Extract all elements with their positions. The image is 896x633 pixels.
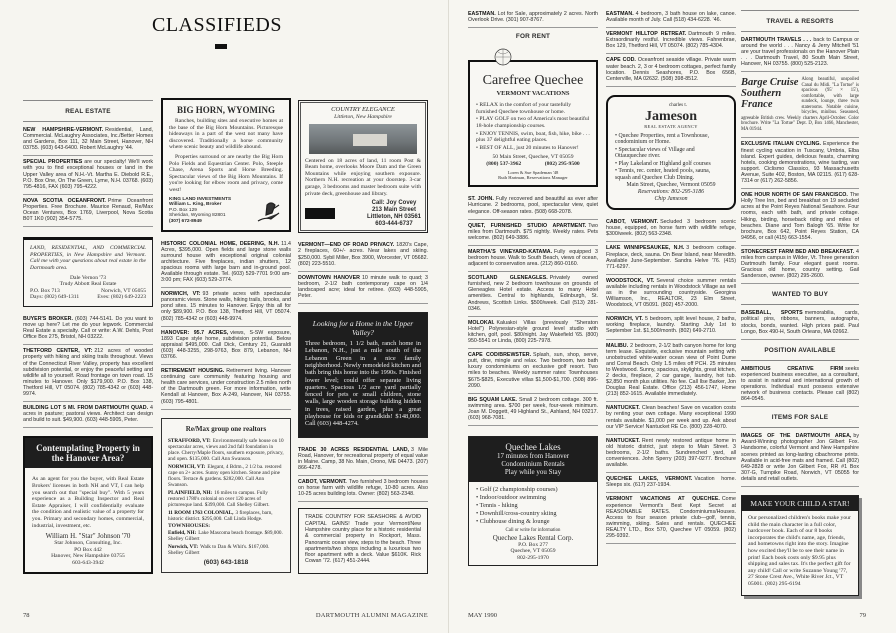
magazine-footer: DARTMOUTH ALUMNI MAGAZINE	[315, 611, 428, 619]
listing-body: 11.4 Acres, $395,000. Open fields and large stone walls surround house with exceptional original colonial architecture. Five fireplaces, indian shutters, 12 spacious rooms with large barn and in-ground pool. Available through estate. Tel. (603) 529-7701 9:00 am-3:00 pm; FAX (603) 529-3774.	[161, 240, 291, 284]
classified-listing	[606, 275, 736, 313]
ad-box: P.O. Box 713	[30, 287, 60, 294]
listing-group	[298, 444, 428, 503]
classified-listing	[741, 34, 859, 72]
listing-headline: CAPE COD/BREWSTER.	[468, 352, 532, 359]
listing-body: Lot for Sale, approximately 2 acres. North Overlook Drive. (301) 907-8767.	[468, 11, 598, 24]
classified-listing	[298, 444, 428, 476]
listing-headline: NEW HAMPSHIRE-VERMONT.	[23, 127, 104, 133]
classified-listing	[606, 473, 736, 493]
classified-listing	[168, 509, 284, 523]
listing-headline: NANTUCKET.	[606, 405, 640, 412]
ad-title: Re/Max group one realtors	[185, 424, 267, 433]
listing-body: back to Campus or around the world . . . Nancy & Jerry Mitchell '51 are your travel professionals on the Hanover Plain . . . Dartmouth Travel, 80 South Main Street, Hanover, NH 03755. (800) 525-2123.	[741, 37, 859, 68]
classified-listing	[468, 349, 598, 394]
classified-listing	[298, 239, 428, 271]
classified-listing	[741, 307, 859, 339]
ad-title: BIG HORN, WYOMING	[176, 105, 276, 115]
listing-headline: DOWNTOWN HANOVER	[298, 274, 360, 281]
listing-body: Several choice summer rentals available including rentals in Woodstock Village as well as in the surrounding countryside. Georgina Williamson, Inc., REALTOR, 23 Elm Street, Woodstock, VT 05091. (802) 457-2000.	[606, 277, 736, 309]
bullet-item: • ENJOY TENNIS, swim, boat, fish, hike, bike . . . plus 37 delightful eating places.	[476, 131, 590, 144]
listing-headline: VERMONT HILLTOP RETREAT.	[606, 31, 687, 38]
classified-listing	[606, 54, 736, 86]
listing-headline: NORWICH, VT.	[606, 316, 643, 323]
classified-listing	[168, 543, 284, 557]
ad-owners: Loren & Sue Spademan '48	[507, 169, 559, 175]
ad-call: Call or write for information	[505, 527, 561, 533]
listing-body: Kaluakoi Villas (previously "Sheraton Hotel") Polynesian-style ground level studio with kitchen, golf, pool. $80/night. Jay Wakefield '65. (800) 950-5541 or Linda, (800) 225-7978.	[468, 319, 598, 345]
page-78-columns	[23, 100, 448, 580]
listing-headline: PLAINFIELD, NH:	[168, 489, 213, 496]
classified-listing	[161, 238, 291, 289]
ad-name: William H. "Star" Johnson '70	[45, 532, 131, 541]
bullet-item: • Clubhouse dining & lounge	[476, 518, 590, 525]
classified-listing	[161, 327, 291, 365]
listing-headline: CABOT, VERMONT.	[298, 479, 347, 486]
listing-body: 3 fireplaces, barn, historic district. $295,000. Call Linda Hodge.	[168, 509, 273, 522]
page-title: CLASSIFIEDS	[152, 14, 282, 36]
ad-make-your-child-a-star	[741, 495, 859, 596]
section-heading: ITEMS FOR SALE	[741, 407, 859, 428]
classified-listing	[168, 463, 284, 489]
classified-listing	[23, 345, 153, 402]
column-2	[161, 98, 291, 579]
ad-city: Quechee, VT 05059	[510, 548, 556, 555]
listing-body: Secluded 3 bedroom scenic house, equipped, on horse farm with wildlife refuge, $300/week. (802) 563-2348.	[606, 219, 736, 238]
classified-listing	[606, 28, 736, 54]
section-heading: FOR RENT	[515, 33, 551, 41]
classified-listing	[168, 437, 284, 463]
classified-listing	[161, 365, 291, 410]
townhouses-label: TOWNHOUSES:	[168, 522, 211, 529]
listing-body: Prime Oceanfront Properties. Free Brochure. Maurice Renaud, Re/Max Ocean Ventures, Box 1769, Liverpool, Nova Scotia B0T 1K0 (902) 354-5775.	[23, 197, 153, 223]
listing-headline: LAKE WINNIPESAUKEE, N.H.	[606, 245, 685, 252]
listing-body: Retirement living. Hanover continuing care community featuring housing and health care services, under construction 2.5 miles north of the Dartmouth green. For more information, write Kendall at Hanover, Box A-249, Hanover, NH 03755. (603) 795-4801.	[161, 368, 292, 405]
ad-bullets	[476, 486, 590, 526]
ad-address: Main Street, Quechee, Vermont 05059	[626, 182, 716, 189]
listing-headline: Norwich, VT:	[168, 544, 199, 551]
listing-headline: NORWICH, VT:	[161, 291, 201, 298]
listing-headline: HANOVER: 95.7 ACRES,	[161, 329, 229, 336]
classified-listing	[468, 193, 598, 219]
section-heading: TRAVEL & RESORTS	[741, 10, 859, 32]
page-79	[448, 0, 896, 633]
ad-jameson	[606, 95, 736, 210]
jameson-tagline: REAL ESTATE AGENCY	[644, 123, 698, 129]
bullet-item: • Play Lakeland or Highland golf courses	[615, 161, 727, 168]
ad-box: PO Box 442	[74, 546, 102, 553]
ad-text: Along beautiful, unspoiled Canal du Midi. "La Tortue" is spacious (95' × 15'), comfortable, with large sundeck, lounge, three twin staterooms. Notable cuisine, bicycles, minibus. Seasoned, agreeable British crew. Weekly charters April-October. Color brochure. Write "La Tortue" Dept. D, Box 1466, Manchester, MA 01944.	[741, 77, 859, 132]
ad-text: As an agent for you the buyer, with Real Estate Brokers' licenses in both NH and VT, I can help you search out that "special buy". With 5 years experience as a Building Inspector and Real Estate Appraiser, I will confidentially evaluate the condition and realistic value of a property for you. Primary and secondary homes, commercial, industrial, investment, etc.	[32, 476, 144, 529]
carefree-logo: Carefree Quechee	[482, 73, 584, 89]
ad-text: Properties surround or are nearby the Big Horn Polo Fields and Equestrian Center. Polo, Steeple Chase, Arena Sports and Horse Breeding. Spectacular views of the Big Horn Mountains. If you're looking for elbow room and privacy, come west!	[169, 153, 283, 193]
listing-headline: AMBITIOUS CREATIVE FIRM	[741, 365, 844, 372]
coldwell-banker-logo	[305, 208, 335, 219]
listing-headline: NORWICH, VT:	[168, 463, 206, 470]
listing-body: Environmentally safe house on 10 spectacular acres, views and 2nd fall foundation in place. Cherry/Maple floors, southern exposure, privacy, and open. $135,000. Call Ann Swanson.	[168, 437, 284, 462]
listing-headline: VERMONT—END OF ROAD PRIVACY.	[298, 242, 395, 249]
classified-listing	[468, 317, 598, 349]
listing-group	[161, 238, 291, 410]
listing-body: 4 acres in pasture; pastoral views. Architect can design and build to suit. $49,900. (603) 448-5905, Peter.	[23, 405, 153, 424]
page-number: 79	[859, 611, 866, 619]
ad-trade-seashore	[298, 508, 428, 573]
listing-headline: IMAGES OF THE DARTMOUTH AREA,	[741, 433, 852, 440]
ad-contact: Call: Joy Covey	[371, 200, 417, 207]
bullet-item: • Quechee Properties, rent a Townhouse, condominium or Home.	[615, 133, 727, 146]
ad-title: Barge Cruise	[741, 77, 799, 89]
bullet-item: • Tennis - hiking	[476, 502, 590, 509]
ad-phone-days: Days: (802) 649-1311	[30, 294, 80, 301]
listing-body: Fully recovered and beautiful as ever after Hurricane. 2 bedrooms, pool, spectacular view, quiet elegance. Off-season rates. (508) 668-2078.	[468, 196, 599, 215]
section-heading: POSITION AVAILABLE	[741, 340, 859, 361]
ad-city: Littleton, NH 03561	[366, 213, 421, 220]
listing-group	[741, 307, 859, 339]
listing-body: Clean beaches! Save on vacation costs by renting your own cottage. Many exceptional 1990 rentals available. $1,000 per week and up. Ask about our VIP Service! Nantucket RE Co. (800) 228-4070.	[606, 405, 736, 430]
listing-headline: BUILDING LOT 5 MI. FROM DARTMOUTH QUAD.	[23, 405, 149, 412]
column-3	[298, 100, 428, 580]
ad-text: Ranches, building sites and executive homes at the base of the Big Horn Mountains. Picturesque hideaways in a part of the west not many have discovered. Traditionally a horse community where scenic beauty and wildlife abound.	[169, 118, 283, 151]
classified-listing	[606, 216, 736, 242]
ad-company: Star Johnson, Consulting, Inc.	[54, 540, 122, 547]
listing-body: 212 acres of wooded property with hiking and skiing trails throughout. Views of the Connecticut River Valley, property has excellent subdivision potential, or enjoy the peaceful setting and wildlife all to yourself. Road frontage on town road. 15 minutes to Hanover. Only $179,900. P.O. Box 138, Thetford Hill, VT 05074. (802) 785-4342 or (603) 448-9974.	[23, 348, 153, 397]
column-real-estate	[23, 100, 153, 580]
listing-group	[23, 124, 153, 227]
ad-manager: Ruth Hartman, Reservations Manager	[498, 174, 568, 180]
listing-headline: ONE HOUR NORTH OF SAN FRANCISCO.	[741, 192, 848, 199]
bullet-item: • PLAY GOLF on two of America's most beautiful 18-hole championship courses.	[476, 116, 590, 129]
classified-listing	[168, 529, 284, 543]
page-79-footer	[468, 602, 896, 633]
listing-headline: STRAFFORD, VT:	[168, 437, 211, 444]
column-3	[741, 10, 859, 602]
classified-listing	[468, 220, 598, 246]
ad-title-group	[741, 77, 798, 110]
listing-headline: BUYER'S BROKER.	[23, 315, 73, 322]
listing-body: Two miles from Dartmouth. $75 nightly. Weekly rates. Pets welcome. (802) 649-3886.	[468, 222, 598, 241]
ad-line: Play while you Stay	[504, 468, 562, 477]
classified-listing	[468, 246, 598, 272]
ad-phone: (802) 295-9500	[544, 160, 580, 167]
listing-body: 4 bedroom, 3 bath house on lake, canoe. Available month of July. Call (518) 434-6228. '46.	[606, 11, 736, 24]
ad-title: Contemplating Property in the Hanover Area?	[25, 438, 151, 468]
ad-carefree-quechee	[468, 60, 598, 187]
listing-headline: SCOTLAND GLENEAGLES.	[468, 275, 548, 282]
section-heading: WANTED TO BUY	[741, 284, 859, 305]
listing-body: Rent newly restored antique home in old historic district, just steps to Main Street. 3 bedrooms, 2-1/2 baths. Sundrenched yard, all conveniences. John Sperry (203) 397-0277. Brochure available.	[606, 437, 736, 469]
date-footer: MAY 1990	[468, 611, 497, 619]
ad-line: Condominium Rentals	[501, 460, 565, 469]
section-heading: REAL ESTATE	[23, 100, 153, 122]
listing-body: Lake Mascoma beach frontage. $89,000. Shelley Gilbert	[168, 530, 283, 543]
listing-body: 3 Mile Road, Hanover, for recreational property of equal value in Maine. Camp, 38 No. Main, Orono, ME 04473. (207) 866-4278.	[298, 446, 428, 471]
ad-title: MAKE YOUR CHILD A STAR!	[742, 496, 858, 511]
listing-headline: SPECIAL PROPERTIES	[23, 159, 83, 166]
ad-bullets	[476, 102, 590, 151]
classified-listing	[23, 195, 153, 227]
listing-group	[606, 8, 736, 87]
listing-body: 2 bedroom, 2-1/2 bath canyon home for long term lease. Exquisite, exclusive mountain setting with unobstructed white-water ocean view of Point Dume and Corral Beach. Only 1.5 miles off PCH. 25 minutes to Westwood. Sunny, spacious, skylights, great kitchen, 2 decks, fireplace, 2 car garage, laundry, hot tub. $2,850 month plus utilities. No fee. Call Ilse Barker, Jon Douglas Real Estate. Office (213) 456-1747, Home (213) 852-1615. Available immediately.	[606, 342, 736, 398]
listing-group	[468, 8, 598, 28]
ad-subtitle: Littleton, New Hampshire	[334, 114, 392, 120]
classified-listing	[606, 242, 736, 274]
listing-body: 10 minute walk to quad; 3 bedroom, 2-1/2 bath contemporary cape on 1/4 landscaped acre; ideal for retiree. (603) 448-5905, Peter.	[298, 274, 428, 299]
ad-text: Our personalized children's books make your child the main character in a full color, hardcover book. Each of our 8 books incorporates the child's name, age, friends, and hometowns right into the story. Imagine how excited they'll be to see their name in print! Each book costs only $9.95 plus shipping and sales tax. It's the perfect gift for any child! Call or write Suzanne Young '77, 27 Stone Crest Ave., White River Jct., VT 05001. (802) 295-6194	[748, 515, 851, 587]
listing-group	[606, 216, 736, 544]
listing-body: Splash, sun, shop, serve, putt, dine, mingle and relax. Two bedroom, two bath luxury condominiums on exclusive golf resort. Two miles to beaches. Weekly summer rates: Townhouses $675-$825, Executive villas $1,500-$1,700. (508) 896-2090.	[468, 352, 598, 389]
ad-big-horn	[161, 98, 291, 232]
listing-group	[168, 529, 284, 557]
ad-title: France	[741, 99, 773, 111]
bullet-item: • Spectacular views of Village and Ottauquechee river.	[615, 147, 727, 160]
classified-listing	[741, 430, 859, 487]
listing-body: 3 bedroom cottage. Fireplace, deck, sauna. On Bear Island, near Meredith. Available June-September. Sandra Helve '76. (415) 771-6297.	[606, 245, 736, 270]
listing-group	[741, 363, 859, 408]
classified-listing	[741, 189, 859, 246]
column-1	[468, 8, 598, 572]
listing-body: Walk to Dan & Whit's. $167,000. Shelley Gilbert	[168, 544, 270, 557]
listing-headline: DARTMOUTH TRAVELS . . .	[741, 37, 812, 43]
ad-phone: 603-444-6737	[375, 220, 413, 227]
ad-country-elegance	[298, 100, 428, 233]
ad-text: Three bedroom, 1 1/2 bath, ranch home in Lebanon, N.H., just a mile south of the Lebanon Green in a nice family neighborhood. Newly remodeled kitchen and bath bring this home into the 1990s. Finished lower level; could offer separate living quarters. Spacious 1/2 acre yard partially fenced for pets or small children, stone walls, large wooden storage building hidden in trees, raised garden, plus a great playhouse for kids or grandkids! $148,000. Call (603) 448-4274.	[305, 340, 421, 428]
listing-body: 93 private acres with spectacular panoramic views. Stone walls, hiking trails, brooks, and pond sites. 15 minutes to Hanover. Enjoy this all for only $89,900. P.O. Box 138, Thetford Hill, VT 05074. (802) 785-4342 or (603) 448-9974.	[161, 291, 292, 322]
listing-body: are our specialty! We'll work with you to find exceptional houses or land in the Upper Valley area of N.H.-Vt. Martha E. Diebold R.E., P.O. Box One, On The Green, Lyme, N.H. 03768. (603) 795-4816, FAX (603) 795-4222.	[23, 159, 153, 190]
listing-headline: EXCLUSIVE ITALIAN CYCLING.	[741, 141, 822, 148]
classified-listing	[606, 493, 736, 544]
bullet-item: • Indoor/outdoor swimming	[476, 494, 590, 501]
listing-headline: EASTMAN.	[468, 11, 496, 17]
listing-headline: CAPE COD.	[606, 57, 636, 64]
classified-listing	[468, 394, 598, 426]
ad-phone: 603-643-3942	[72, 559, 104, 566]
listing-group	[468, 193, 598, 426]
classified-listing	[606, 313, 736, 339]
listing-headline: TRADE 30 ACRES RESIDENTIAL LAND,	[298, 446, 410, 453]
ad-line: 17 minutes from Hanover	[496, 452, 570, 461]
listing-body: Oceanfront seaside village. Private warm water beach. 2, 3 or 4 bedroom cottages, perfect family location. Dennis Seashores, P.O. Box 656B, Centerville, MA 02632. (508) 398-8512.	[606, 57, 736, 82]
listing-body: 5 bedroom, split level house, 2 baths, working fireplace, laundry. Starting July 1st to September 1st. $1,500/month. (802) 649-2710.	[606, 316, 736, 335]
classified-listing	[298, 476, 428, 502]
listing-body: by Award-Winning photographer Jon Gilbert Fox. Handsome, colorful Vermont and New Hampshire scenes printed as long-lasting cibachrome prints. Available in acid-free mats and framed. Call (802) 649-2828 or write Jon Gilbert Fox, RR #1 Box 307-G, Turnpike Road, Norwich, VT 05055 for details and retail outlets.	[741, 433, 859, 482]
ad-phone: (307) 672-8949	[169, 218, 202, 224]
ad-phone: 802-295-1970	[517, 554, 549, 561]
ad-address: 50 Main Street, Quechee, VT 05059	[492, 154, 574, 161]
listing-headline: Enfield, NH:	[168, 530, 197, 537]
classified-listing	[468, 8, 598, 28]
ad-title: Southern	[741, 88, 782, 100]
ad-bullets	[615, 133, 727, 182]
listing-body: 16 miles to campus. Fully restored 1780's colonial on over 120 acres of picturesque land. $399,000. Call Shelley Gilbert.	[168, 489, 270, 508]
bullet-item: • Tennis, rec. center, heated pools, sauna, squash and Quechee Club Dining.	[615, 168, 727, 181]
classified-listing	[298, 272, 428, 304]
listing-group	[741, 138, 859, 284]
listing-body: Vacation home. Sleeps six. (617) 237-1934.	[606, 476, 736, 489]
title-bar-ornament	[215, 44, 227, 49]
listing-body: Come experience Vermont's Best Kept Secret at REASONABLE RATES. Condominiums/Houses. Access to four season private club—golf, tennis, swimming, skiing. Sales and rentals. QUECHEE REALTY LTD., Box 570, Quechee VT 05059. (802) 295-9392.	[606, 496, 736, 539]
ad-title: VERMONT VACATIONS	[496, 90, 570, 98]
listing-body: memorabilia, cards, political pins, ribbons, banners, autographs, stocks, bonds, wanted. High prices paid. Paul Longo, Box 490-H, South Orleans, MA 02662.	[741, 310, 859, 335]
page-78-footer	[23, 602, 448, 633]
classified-listing	[23, 124, 153, 156]
ad-phone: (603) 643-1818	[203, 559, 249, 567]
ad-land-residential	[23, 237, 153, 307]
bullet-item: • BEST OF ALL, just 20 minutes to Hanover!	[476, 145, 590, 152]
bullet-item: • Golf (2 championship courses)	[476, 486, 590, 493]
ad-remax	[161, 418, 291, 574]
listing-headline: QUIET, FURNISHED STUDIO APARTMENT.	[468, 222, 587, 229]
listing-body: Residential, Land, Commercial. McLaughry Associates, Inc./Better Homes and Gardens, Box 111, 32 Main Street, Hanover, NH 03755. (603) 643-6400. Robert McLaughry '44.	[23, 127, 153, 152]
classified-listing	[741, 246, 859, 284]
bullet-item: • RELAX in the comfort of your tastefully furnished Quechee townhouse or home.	[476, 102, 590, 115]
listing-headline: VERMONT VACATIONS AT QUECHEE.	[606, 496, 720, 503]
bullet-item: • Downhill/cross-country skiing	[476, 510, 590, 517]
page-number: 78	[23, 611, 30, 619]
listing-headline: BASEBALL, SPORTS	[741, 310, 803, 317]
listing-body: 4 miles from campus in Wilder, Vt. Three generation Dartmouth family. Four elegant guest rooms. Gracious old home, country setting. Gail Sanderson, owner. (802) 295-2600.	[741, 248, 859, 280]
house-photo	[309, 124, 417, 154]
ad-name: Chip Jameson	[654, 195, 688, 202]
ad-box: P.O. Box 277	[518, 541, 548, 548]
listing-headline: HISTORIC COLONIAL HOME, DEERING, N.H.	[161, 240, 280, 247]
classified-listing	[168, 489, 284, 509]
listing-body: Fully equipped 3 bedroom house. Walk to South Beach, views of ocean, adjacent to conservation area. (212) 860-0160.	[468, 248, 599, 268]
listing-group	[741, 430, 859, 487]
listing-headline: NOVA SCOTIA OCEANFRONT.	[23, 197, 106, 204]
listing-headline: QUECHEE LAKES, VERMONT.	[606, 476, 693, 483]
classified-listing	[23, 313, 153, 345]
listing-body: Elegant, 4 Bdrm., 2 1/2 ba. restored cape on 2+ acres. Sunny open kitchen. Stone and pine floors. Terrace & gardens. $282,000. Call Ann Swanson.	[168, 463, 282, 488]
ad-name: Dale Vernon '73	[69, 274, 106, 281]
ad-company: Trudy Abbott Real Estate	[59, 281, 117, 288]
listing-headline: CABOT, VERMONT.	[606, 219, 659, 226]
listing-body: views, S-SW exposure, 1893 Cape style home, subdivision potential. Below appraisal $495,000. Call Dick, Century 21, Guaraldi (603) 448-3255, 298-9763, Box 879, Lebanon, NH 03766.	[161, 329, 291, 360]
ad-title: Looking for a Home in the Upper Valley?	[312, 319, 414, 338]
jameson-logo-line: charles t.	[668, 102, 688, 108]
classified-listing	[468, 272, 598, 317]
listing-headline: STONECREST FARM BED AND BREAKFAST.	[741, 248, 855, 255]
jameson-logo: Jameson	[644, 108, 698, 124]
listing-body: (603) 744-5141. Do you want to move up here? Let me do your legwork. Commercial Real Estate a specialty. Call or write: A.W. Dehls, Post Office Box 275, Bristol, NH 03222.	[23, 315, 154, 341]
ad-city: Sheridan, Wyoming 82801	[169, 213, 226, 219]
page-79-columns	[468, 8, 896, 602]
listing-headline: NANTUCKET.	[606, 437, 640, 444]
ad-reservations: Reservations: 802-295-3186	[637, 188, 705, 195]
classified-listing	[606, 340, 736, 403]
ad-text: Centered on 18 acres of land, 11 room Post & Beam home, overlooks Moore Dam and the Green Mountains while enjoying southern exposure. Northern N.H. recreation at your doorstep. 3-car garage, 3 bedrooms and master bedroom suite with private deck, greenhouse and library.	[305, 157, 421, 197]
ad-title: Quechee Lakes	[505, 442, 561, 453]
classified-listing	[606, 402, 736, 434]
cowboy-illustration-icon	[253, 199, 283, 225]
listing-headline: ST. JOHN.	[468, 196, 494, 203]
listing-body: Dartmouth 9 miles. Extraordinarily restful. Incredible views. Fahrenbrae, Box 129, Thetford Hill, VT 05074. (802) 785-4304.	[606, 31, 736, 50]
ad-text: LAND, RESIDENTIAL, AND COMMERCIAL PROPERTIES, in New Hampshire and Vermont. Call me with your questions about real estate in the Dartmouth area.	[30, 245, 146, 271]
ad-company: Quechee Lakes Rental Corp.	[492, 533, 574, 542]
ad-street: 213 Main Street	[371, 206, 416, 213]
listing-group	[741, 34, 859, 72]
listing-group	[298, 239, 428, 304]
listing-headline: BIG SQUAM LAKE.	[468, 396, 517, 403]
listing-headline: MOLOKAI.	[468, 319, 495, 326]
ad-text: TRADE COUNTRY FOR SEASHORE & AVOID CAPITAL GAINS! Trade your Vermont/New Hampshire country place for a historic residential & commercial property in Rockport, Mass. Panoramic ocean view, steps to the beach. Three apartments/two shops including a luxurious two floor apartment with a deck. Value $610K. Rick Cowan '72. (617) 451-2444.	[305, 514, 421, 565]
listing-body: Two furnished 3 bedroom houses on horse farm with wildlife refuge, 10-80 acres. Also 10-25 acres building lots. Owner: (802) 563-2348.	[298, 479, 428, 498]
classified-listing	[161, 288, 291, 326]
ad-title: COUNTRY ELEGANCE	[331, 106, 395, 113]
classified-listing	[741, 138, 859, 189]
classified-listing	[606, 8, 736, 28]
ad-phone-eves: Eves: (802) 649-2223	[97, 294, 146, 301]
ad-box: P.O. Box 129	[169, 207, 197, 213]
listing-body: The Holly Tree Inn, bed and breakfast on 19 secluded acres at the Point Reyes National Seashore. Four rooms, each with bath, and private cottage. Hiking, birding, horseback riding and miles of beaches. Diane and Tom Balogh '65. Write for brochure, Box 642, Point Reyes Station, CA 94956, or call (415) 663-1554.	[741, 192, 859, 241]
listing-headline: MALIBU.	[606, 342, 629, 349]
hot-air-balloon-icon	[492, 48, 514, 70]
listing-headline: RETIREMENT HOUSING.	[161, 368, 225, 375]
listing-headline: WOODSTOCK, VT.	[606, 277, 655, 284]
ad-upper-valley-home	[298, 312, 428, 438]
classified-listing	[606, 435, 736, 473]
ad-company: KING LAND INVESTMENTS	[169, 196, 232, 202]
listing-headline: EASTMAN.	[606, 11, 634, 17]
classified-listing	[23, 156, 153, 194]
column-2	[606, 8, 736, 544]
listing-headline: MARTHA'S VINEYARD-KATAMA.	[468, 248, 553, 255]
listing-body: Privately owned furnished, new 2 bedroom townhouse on grounds of Gleneagles Hotel estate. Access to many Hotel amenities. Central to highlands, Edinburgh, St. Andrews, Scottish Links. $500/week. Call (513) 281-0346.	[468, 275, 598, 312]
ad-barge-cruise	[741, 72, 859, 138]
ad-city: Hanover, New Hampshire 03755	[51, 553, 125, 560]
listing-headline: 11 ROOM 1763 COLONIAL,	[168, 509, 234, 516]
listing-group	[23, 313, 153, 428]
ad-phone: (800) 537-3962	[486, 160, 522, 167]
listing-body: seeks experienced business executive, as a consultant, to assist in national and international growth of operations. Individual must possess extensive network of business contacts. Please call (802) 864-0545.	[741, 365, 859, 403]
listing-headline: THETFORD CENTER, VT:	[23, 348, 93, 355]
classified-listing	[23, 402, 153, 428]
ad-broker: William L. King, Broker	[169, 202, 222, 208]
listing-body: Experience the finest cycling vacation in Tuscany, Umbria, Elba island. Expert guides, delicious feasts, charming hotels, cooking demonstrations, wine tasting, van support. Ciclismo Classico, 93 Massachusetts Avenue, Suite 402, Boston, MA 02115. (617) 628-7314 or (617) 262-5856.	[741, 141, 859, 185]
listing-group	[168, 437, 284, 523]
listing-body: 1820's Cape, 2 fireplaces, 60+/- acres. Near lakes and skiing. $250,000. Sybil Miller, Box 3900, Worcester, VT 05682. (802) 223-5510.	[298, 242, 428, 267]
ad-contemplating-property	[23, 436, 153, 573]
ad-city: Norwich, VT 05055	[100, 287, 146, 294]
classified-listing	[741, 363, 859, 408]
ad-quechee-lakes	[468, 436, 598, 566]
listing-body: Small 2 bedroom cottage. 300 ft. swimming area. $700 per week, four-week minimum. Joan M. Doggett, 49 Highland St., Ashland, NH 03217. (603) 968-7081.	[468, 396, 599, 421]
